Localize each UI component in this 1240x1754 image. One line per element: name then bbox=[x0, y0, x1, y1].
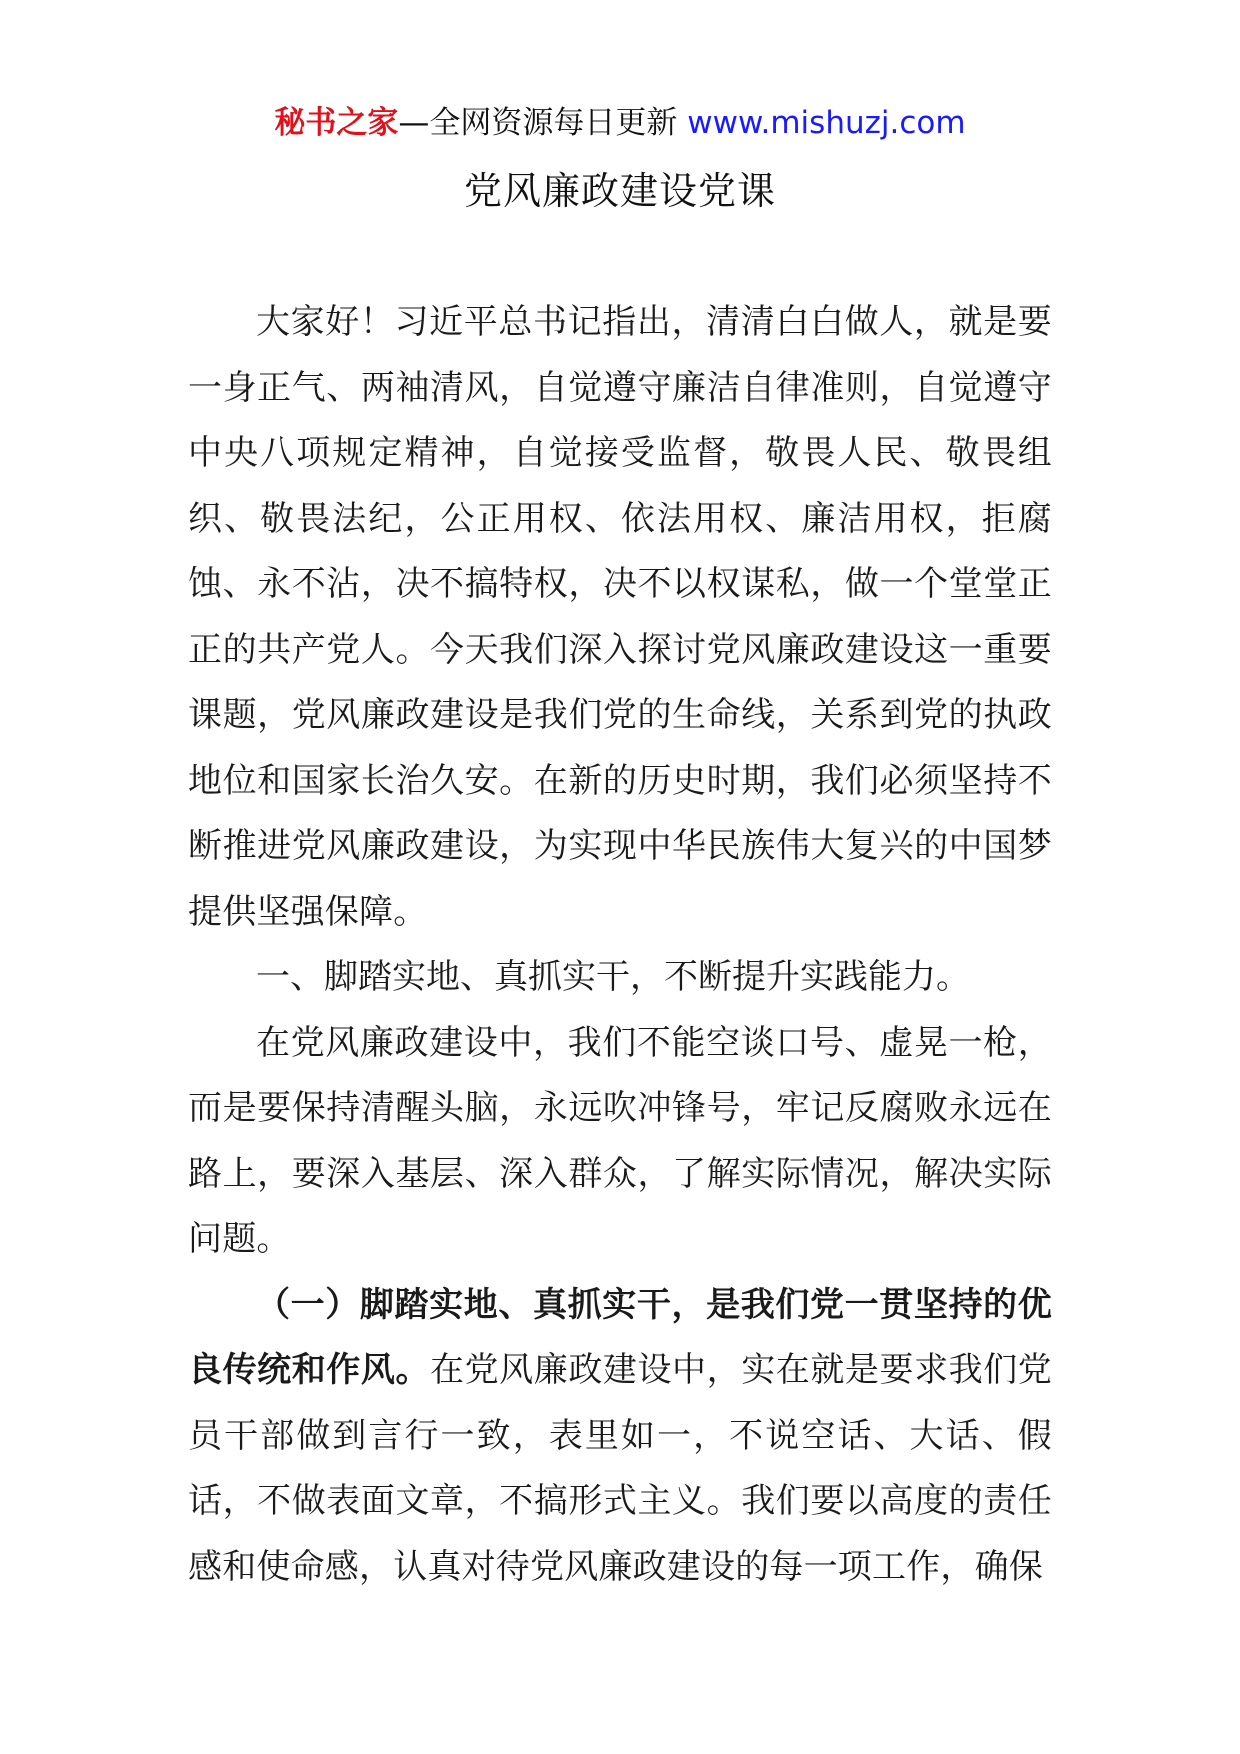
site-header bbox=[0, 101, 1240, 145]
section-paragraph: 在党风廉政建设中，我们不能空谈口号、虚晃一枪，而是要保持清醒头脑，永远吹冲锋号，牢记反腐败永远在路上，要深入基层、深入群众，了解实际情况，解决实际问题。 bbox=[188, 1022, 1052, 1259]
document-title: 党风廉政建设党课 bbox=[463, 169, 776, 213]
header-slogan: —全网资源每日更新 bbox=[398, 105, 678, 141]
intro-paragraph: 大家好！习近平总书记指出，清清白白做人，就是要一身正气、两袖清风，自觉遵守廉洁自律准则，自觉遵守中央八项规定精神，自觉接受监督，敬畏人民、敬畏组织、敬畏法纪，公正用权、依法用权、廉洁用权，拒腐蚀、永不沾，决不搞特权，决不以权谋私，做一个堂堂正正的共产党人。今天我们深入探讨党风廉政建设这一重要课题，党风廉政建设是我们党的生命线，关系到党的执政地位和国家长治久安。在新的历史时期，我们必须坚持不断推进党风廉政建设，为实现中华民族伟大复兴的中国梦提供坚强保障。 bbox=[188, 302, 1052, 932]
subsection-heading: （一）脚踏实地、真抓实干，是我们党一贯坚持的优良传统和作风。 bbox=[188, 1284, 1052, 1390]
document-body bbox=[188, 290, 1052, 1600]
subsection-text: 在党风廉政建设中，实在就是要求我们党员干部做到言行一致，表里如一，不说空话、大话、假话，不做表面文章，不搞形式主义。我们要以高度的责任感和使命感，认真对待党风廉政建设的每一项工作，确保 bbox=[188, 1350, 1052, 1587]
section-heading: 一、脚踏实地、真抓实干，不断提升实践能力。 bbox=[256, 957, 970, 997]
site-url-link[interactable]: www.mishuzj.com bbox=[687, 105, 966, 141]
brand-name: 秘书之家 bbox=[274, 105, 399, 141]
subsection-paragraph bbox=[188, 1273, 1052, 1601]
